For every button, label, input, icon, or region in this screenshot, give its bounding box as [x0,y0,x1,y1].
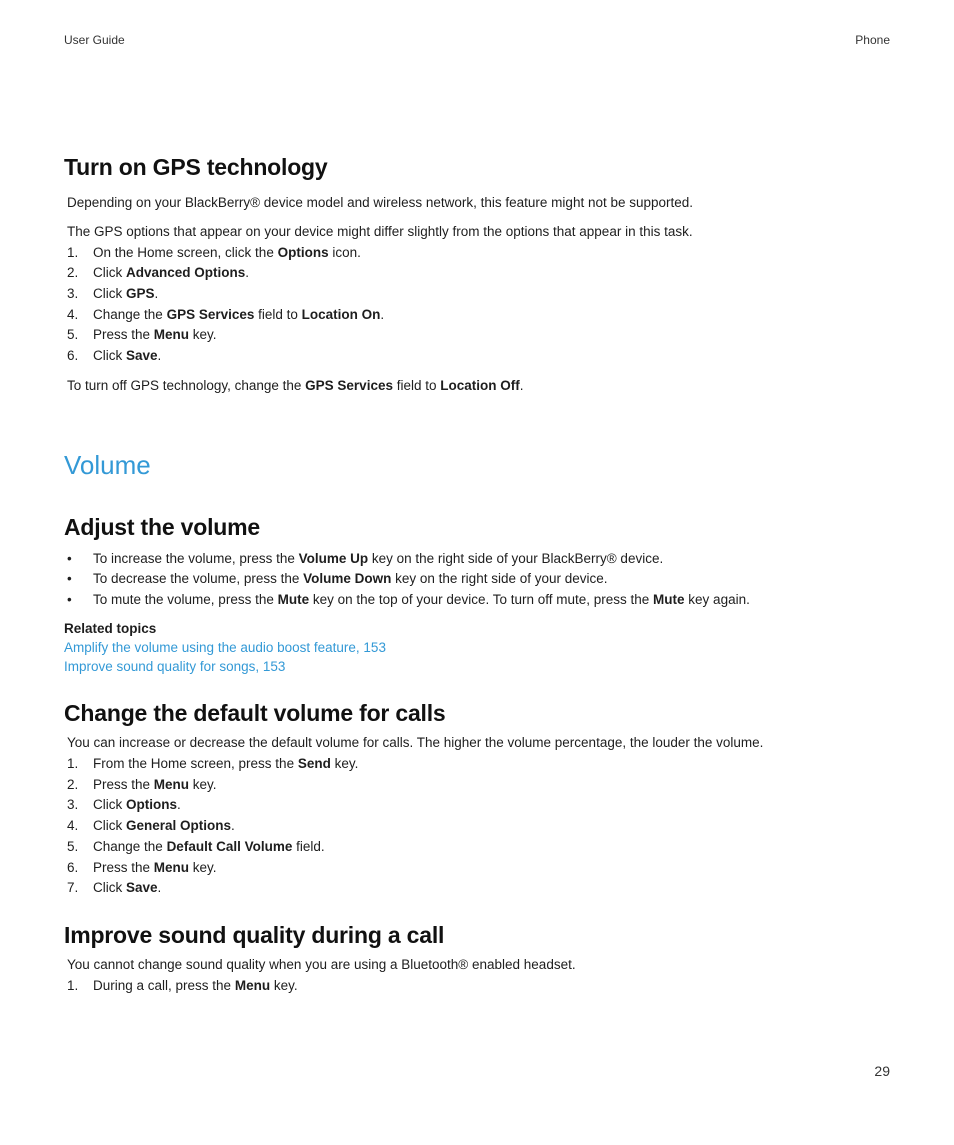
running-header-left: User Guide [64,33,125,47]
page-number: 29 [874,1063,890,1079]
gps-step: 4. Change the GPS Services field to Location On. [67,307,385,322]
gps-step: 6. Click Save. [67,348,162,363]
calls-volume-step: 6. Press the Menu key. [67,860,217,875]
calls-volume-step: 5. Change the Default Call Volume field. [67,839,325,854]
gps-section-title: Turn on GPS technology [64,154,328,180]
gps-turn-off-note: To turn off GPS technology, change the GPS Services field to Location Off. [67,378,524,393]
calls-volume-step: 4. Click General Options. [67,818,235,833]
calls-volume-intro: You can increase or decrease the default volume for calls. The higher the volume percentage, the louder the volume. [67,735,764,750]
sound-quality-step: 1. During a call, press the Menu key. [67,978,298,993]
gps-step: 1. On the Home screen, click the Options icon. [67,245,361,260]
sound-quality-title: Improve sound quality during a call [64,922,445,948]
calls-volume-title: Change the default volume for calls [64,700,446,726]
calls-volume-step: 2. Press the Menu key. [67,777,217,792]
related-topics-label: Related topics [64,621,157,636]
adjust-volume-bullet: • To decrease the volume, press the Volume Down key on the right side of your device. [67,571,608,586]
gps-step: 3. Click GPS. [67,286,159,301]
related-link-audio-boost[interactable]: Amplify the volume using the audio boost feature, 153 [64,640,386,655]
sound-quality-intro: You cannot change sound quality when you are using a Bluetooth® enabled headset. [67,957,576,972]
volume-chapter-title: Volume [64,450,151,480]
related-link-sound-quality-songs[interactable]: Improve sound quality for songs, 153 [64,659,286,674]
running-header-right: Phone [855,33,890,47]
adjust-volume-bullet: • To increase the volume, press the Volume Up key on the right side of your BlackBerry® device. [67,551,664,566]
adjust-volume-title: Adjust the volume [64,514,260,540]
gps-note-support: Depending on your BlackBerry® device model and wireless network, this feature might not be supported. [67,195,694,210]
calls-volume-step: 7. Click Save. [67,880,162,895]
gps-step: 2. Click Advanced Options. [67,265,250,280]
calls-volume-step: 3. Click Options. [67,797,181,812]
adjust-volume-bullet: • To mute the volume, press the Mute key on the top of your device. To turn off mute, press the Mute key again. [67,592,750,607]
gps-note-options: The GPS options that appear on your device might differ slightly from the options that appear in this task. [67,224,693,239]
calls-volume-step: 1. From the Home screen, press the Send key. [67,756,359,771]
gps-step: 5. Press the Menu key. [67,327,217,342]
